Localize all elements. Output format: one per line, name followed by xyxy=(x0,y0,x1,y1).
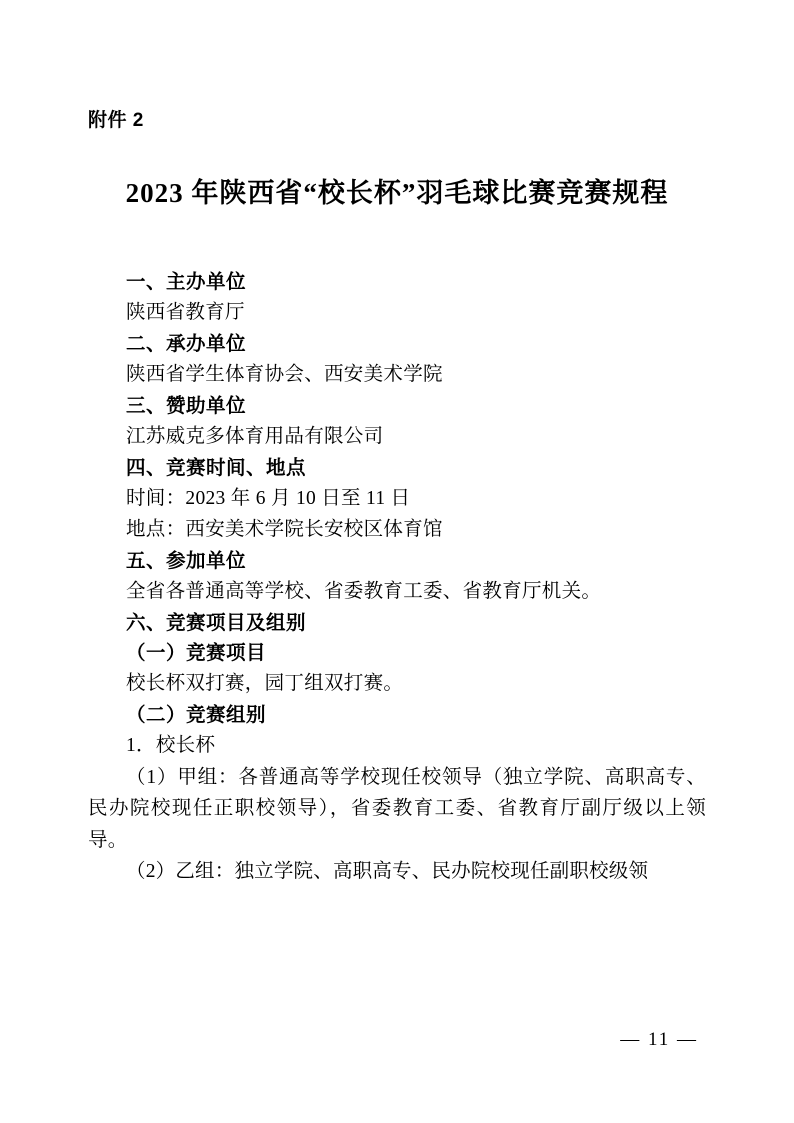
sub-heading-events: （一）竞赛项目 xyxy=(126,642,267,665)
list-item-principal-cup: 1．校长杯 xyxy=(126,735,216,757)
section-body-host-unit: 陕西省教育厅 xyxy=(126,302,245,324)
section-body-time: 时间：2023 年 6 月 10 日至 11 日 xyxy=(126,487,411,509)
sub-heading-groups: （二）竞赛组别 xyxy=(126,703,267,726)
page-title: 2023 年陕西省“校长杯”羽毛球比赛竞赛规程 xyxy=(125,177,669,208)
section-heading-sponsor-unit: 三、赞助单位 xyxy=(126,394,247,417)
page-number: — 11 — xyxy=(620,1029,698,1050)
section-heading-events-groups: 六、竞赛项目及组别 xyxy=(126,611,307,634)
section-heading-host-unit: 一、主办单位 xyxy=(126,271,247,294)
section-body-place: 地点：西安美术学院长安校区体育馆 xyxy=(126,519,443,541)
section-heading-participating-unit: 五、参加单位 xyxy=(126,550,247,572)
section-heading-organizer-unit: 二、承办单位 xyxy=(126,333,247,356)
sub-body-events: 校长杯双打赛，园丁组双打赛。 xyxy=(126,673,404,695)
section-body-organizer-unit: 陕西省学生体育协会、西安美术学院 xyxy=(126,364,443,386)
section-body-sponsor-unit: 江苏威克多体育用品有限公司 xyxy=(126,426,384,448)
attachment-label: 附件 2 xyxy=(88,110,144,131)
list-item-group-a: （1）甲组：各普通高等学校现任校领导（独立学院、高职高专、民办院校现任正职校领导），省委教育工委、省教育厅副厅级以上领导。 xyxy=(88,766,706,851)
section-heading-time-place: 四、竞赛时间、地点 xyxy=(126,456,307,479)
list-item-group-b: （2）乙组：独立学院、高职高专、民办院校现任副职校级领 xyxy=(126,861,649,883)
section-body-participating-unit: 全省各普通高等学校、省委教育工委、省教育厅机关。 xyxy=(126,581,602,603)
